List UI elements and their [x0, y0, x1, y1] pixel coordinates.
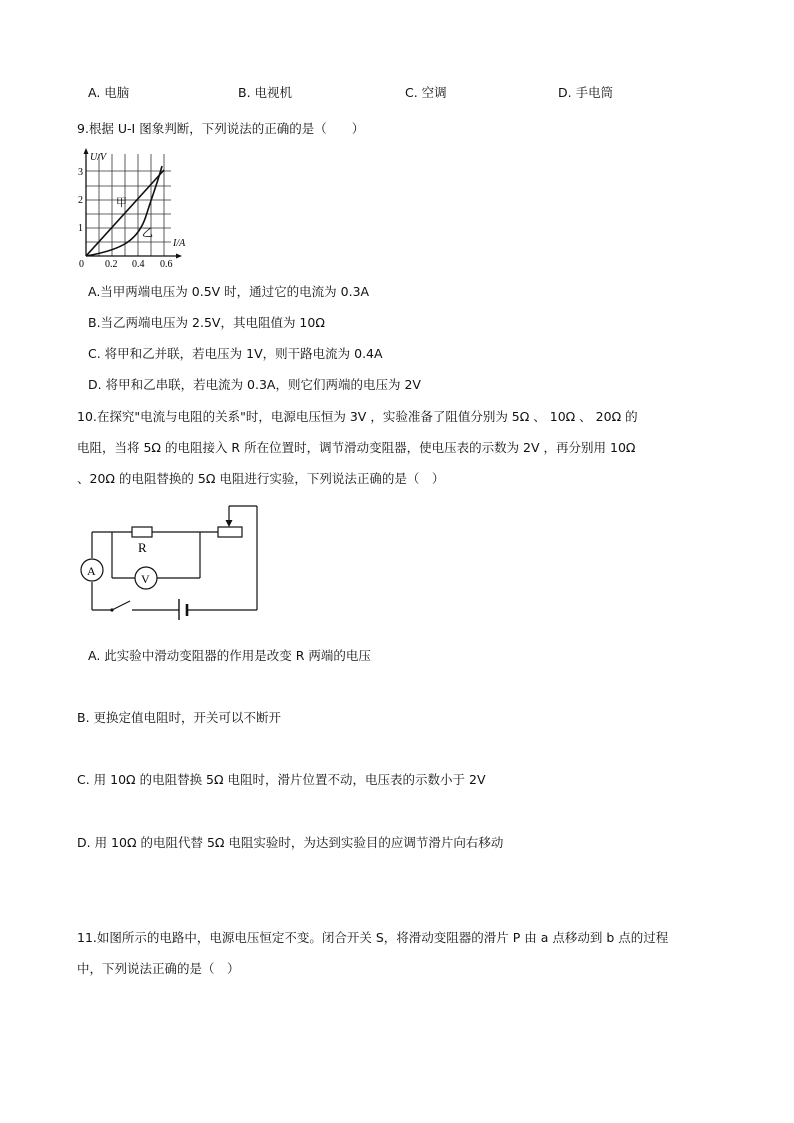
q10-switch — [110, 608, 113, 611]
q9-y-tick-1: 1 — [78, 223, 83, 234]
q8-option-a: A. 电脑 — [88, 85, 130, 100]
q9-stem: 9.根据 U-I 图象判断，下列说法的正确的是（ ） — [77, 121, 365, 136]
q9-label-jia: 甲 — [116, 197, 127, 209]
q9-option-d: D. 将甲和乙串联，若电流为 0.3A，则它们两端的电压为 2V — [88, 377, 421, 392]
q10-resistor — [132, 527, 152, 537]
q10-ammeter-label: A — [87, 564, 96, 578]
q9-x-tick-04: 0.4 — [132, 259, 145, 270]
q9-label-yi: 乙 — [142, 227, 153, 239]
q9-x-tick-06: 0.6 — [160, 259, 173, 270]
q9-option-a: A.当甲两端电压为 0.5V 时，通过它的电流为 0.3A — [88, 284, 370, 299]
q10-option-d: D. 用 10Ω 的电阻代替 5Ω 电阻实验时，为达到实验目的应调节滑片向右移动 — [77, 835, 504, 850]
q9-option-c: C. 将甲和乙并联，若电压为 1V，则干路电流为 0.4A — [88, 346, 383, 361]
q9-origin-label: 0 — [79, 259, 84, 270]
q10-rheostat — [218, 527, 242, 537]
q9-ui-graph — [76, 146, 202, 272]
q10-circuit-diagram — [76, 498, 266, 620]
q10-stem-line-2: 电阻，当将 5Ω 的电阻接入 R 所在位置时，调节滑动变阻器，使电压表的示数为 2V ，再分别用 10Ω — [77, 440, 636, 455]
q9-y-axis-label: U/V — [90, 152, 107, 163]
q10-voltmeter-label: V — [141, 572, 150, 586]
q10-stem-line-3: 、20Ω 的电阻替换的 5Ω 电阻进行实验，下列说法正确的是（ ） — [77, 471, 445, 486]
q10-option-a: A. 此实验中滑动变阻器的作用是改变 R 两端的电压 — [88, 648, 371, 663]
q8-option-b: B. 电视机 — [238, 85, 293, 100]
q10-option-b: B. 更换定值电阻时，开关可以不断开 — [77, 710, 282, 725]
q9-y-tick-2: 2 — [78, 195, 83, 206]
q8-option-c: C. 空调 — [405, 85, 447, 100]
q9-option-b: B.当乙两端电压为 2.5V，其电阻值为 10Ω — [88, 315, 325, 330]
q9-x-axis-label: I/A — [173, 238, 186, 249]
q10-battery — [179, 599, 187, 620]
q11-stem-line-1: 11.如图所示的电路中，电源电压恒定不变。闭合开关 S，将滑动变阻器的滑片 P 由 a 点移动到 b 点的过程 — [77, 930, 669, 945]
q11-stem-line-2: 中，下列说法正确的是（ ） — [77, 961, 240, 976]
q9-x-tick-02: 0.2 — [105, 259, 118, 270]
q9-y-tick-3: 3 — [78, 167, 83, 178]
q8-option-d: D. 手电筒 — [558, 85, 614, 100]
q10-resistor-label: R — [138, 540, 147, 555]
q10-stem-line-1: 10.在探究"电流与电阻的关系"时，电源电压恒为 3V ，实验准备了阻值分别为 5Ω 、 10Ω 、 20Ω 的 — [77, 409, 638, 424]
q10-option-c: C. 用 10Ω 的电阻替换 5Ω 电阻时，滑片位置不动，电压表的示数小于 2V — [77, 772, 486, 787]
